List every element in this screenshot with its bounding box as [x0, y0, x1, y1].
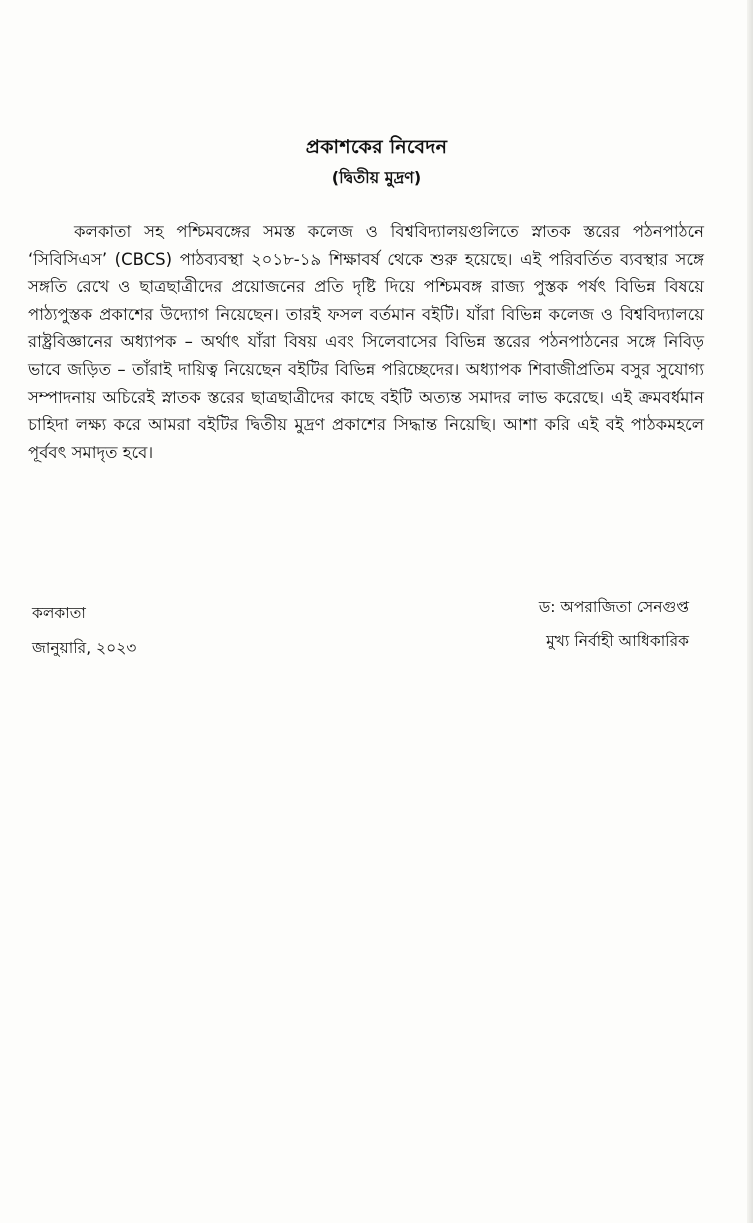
- place-of-publication: কলকাতা: [32, 604, 86, 622]
- signer-name: ড: অপরাজিতা সেনগুপ্ত: [538, 598, 689, 616]
- publication-date: জানুয়ারি, ২০২৩: [32, 639, 137, 657]
- body-paragraph: কলকাতা সহ পশ্চিমবঙ্গের সমস্ত কলেজ ও বিশ্ববিদ্যালয়গুলিতে স্নাতক স্তরের পঠনপাঠনে ‘সিবিসিএস’ (CBCS) পাঠব্যবস্থা ২০১৮-১৯ শিক্ষাবর্ষ থেকে শুরু হয়েছে। এই পরিবর্তিত ব্যবস্থার সঙ্গে সঙ্গতি রেখে ও ছাত্রছাত্রীদের প্রয়োজনের প্রতি দৃষ্টি দিয়ে পশ্চিমবঙ্গ রাজ্য পুস্তক পর্ষৎ বিভিন্ন বিষয়ে পাঠ্যপুস্তক প্রকাশের উদ্যোগ নিয়েছেন। তারই ফসল বর্তমান বইটি। যাঁরা বিভিন্ন কলেজ ও বিশ্ববিদ্যালয়ে রাষ্ট্রবিজ্ঞানের অধ্যাপক – অর্থাৎ যাঁরা বিষয় এবং সিলেবাসের বিভিন্ন স্তরের পঠনপাঠনের সঙ্গে নিবিড় ভাবে জড়িত – তাঁরাই দায়িত্ব নিয়েছেন বইটির বিভিন্ন পরিচ্ছেদের। অধ্যাপক শিবাজীপ্রতিম বসুর সুযোগ্য সম্পাদনায় অচিরেই স্নাতক স্তরের ছাত্রছাত্রীদের কাছে বইটি অত্যন্ত সমাদর লাভ করেছে। এই ক্রমবর্ধমান চাহিদা লক্ষ্য করে আমরা বইটির দ্বিতীয় মুদ্রণ প্রকাশের সিদ্ধান্ত নিয়েছি। আশা করি এই বই পাঠকমহলে পূর্ববৎ সমাদৃত হবে।: [28, 222, 704, 462]
- page-subtitle: (দ্বিতীয় মুদ্রণ): [331, 168, 422, 187]
- page-title: প্রকাশকের নিবেদন: [305, 136, 448, 158]
- signer-designation: মুখ্য নির্বাহী আধিকারিক: [546, 632, 689, 650]
